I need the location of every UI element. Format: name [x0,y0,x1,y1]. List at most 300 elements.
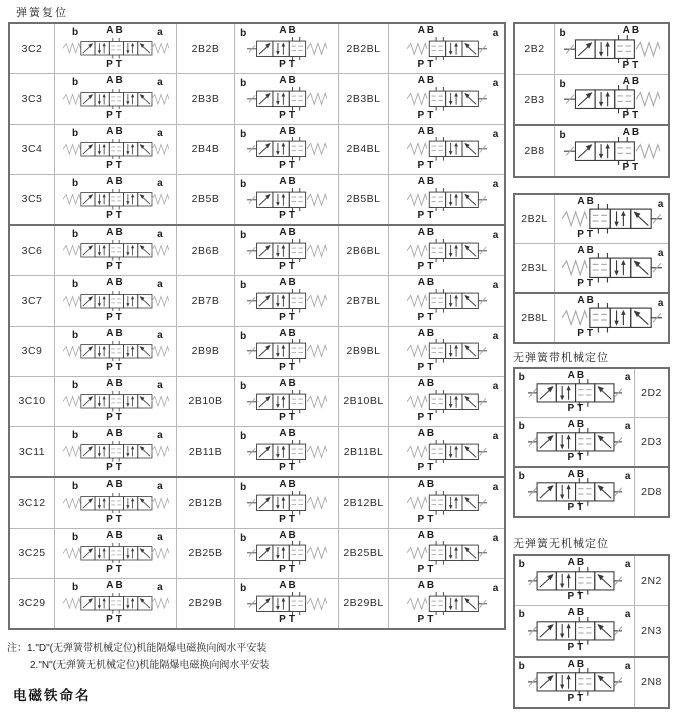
ports-ab-label: AB [106,579,125,591]
ports-pt-label: PT [106,159,125,171]
solenoid-b-label: b [559,130,566,142]
ports-pt-label: PT [417,261,437,273]
ports-pt-label: PT [279,361,298,373]
solenoid-b-label: b [518,471,525,482]
ports-ab-label: AB [279,327,298,339]
ports-ab-label: AB [279,75,298,87]
ports-ab-label: AB [106,227,125,238]
ports-ab-label: AB [567,419,587,430]
ports-ab-label: AB [106,75,125,87]
ports-pt-label: PT [417,159,437,171]
model-2bbl-label: 2B29BL [339,579,389,628]
model-3c-label: 3C5 [10,175,55,224]
ports-ab-label: AB [567,658,587,670]
solenoid-b-label: b [71,27,79,38]
model-2bb-label: 2B11B [177,427,235,476]
ports-ab-label: AB [417,529,437,541]
solenoid-b-label: b [518,421,525,432]
valve-graphic [63,391,169,412]
ports-ab-label: AB [567,469,587,480]
table-row [515,195,668,244]
model-2bbl-label: 2B7BL [339,276,389,325]
solenoid-b-label: b [240,230,247,241]
valve-graphic [407,87,487,111]
solenoid-a-label: a [157,27,163,38]
solenoid-a-label: a [492,230,499,241]
model-3c-label: 3C29 [10,579,55,628]
table-row [515,468,668,516]
valve-graphic [247,37,327,61]
ports-pt-label: PT [622,110,642,122]
valve-symbol-2bb [235,276,338,325]
ports-pt-label: PT [279,261,298,273]
solenoid-a-label: a [492,128,499,140]
model-3c-label: 3C25 [10,529,55,578]
solenoid-b-label: b [240,330,247,342]
solenoid-b-label: b [71,229,79,240]
valve-symbol-3c [55,427,176,476]
valve-symbol-3c [55,74,176,123]
solenoid-a-label: a [492,78,499,90]
ports-ab-label: AB [417,125,437,137]
solenoid-a-label: a [624,559,631,570]
ports-pt-label: PT [417,563,437,575]
solenoid-a-label: a [157,481,163,493]
model-label: 2N3 [641,624,662,637]
ports-ab-label: AB [417,227,437,238]
model-label: 2N8 [641,676,662,689]
ports-ab-label: AB [577,196,596,207]
valve-symbol-double-solenoid [515,468,634,516]
ports-ab-label: AB [279,479,298,491]
ports-ab-label: AB [567,370,587,381]
ports-pt-label: PT [106,513,125,525]
solenoid-b-label: b [240,178,247,190]
valve-graphic [407,390,487,414]
valve-graphic [407,592,487,616]
valve-symbol-2bb [235,427,338,476]
table-row [515,75,668,127]
valve-symbol-2bbl [389,327,504,376]
ports-ab-label: AB [106,25,125,36]
valve-symbol-2bbl [389,125,504,174]
valve-graphic [63,441,169,462]
ports-ab-label: AB [279,25,298,36]
model-2bb-label: 2B10B [177,377,235,426]
ports-ab-label: AB [622,127,642,139]
model-2bb-label: 2B12B [177,478,235,527]
section-title-no-spring-no-detent: 无弹簧无机械定位 [513,538,609,550]
ports-pt-label: PT [279,614,298,625]
valve-graphic [407,188,487,212]
solenoid-a-label: a [157,379,163,391]
model-label: 2B3L [515,244,555,292]
panel-2n-table [513,554,670,709]
solenoid-b-label: b [71,279,79,291]
table-row [515,606,668,657]
solenoid-a-label: a [492,582,499,594]
heading-solenoid-naming: 电磁铁命名 [13,688,91,703]
model-label: 2B8 [515,126,555,176]
model-3c-label: 3C7 [10,276,55,325]
valve-symbol-3c [55,529,176,578]
ports-ab-label: AB [279,277,298,289]
ports-pt-label: PT [417,513,437,525]
valve-symbol-3c [55,226,176,275]
table-row [10,24,504,74]
model-2bbl-label: 2B5BL [339,175,389,224]
valve-symbol-2bbl [389,24,504,73]
solenoid-a-label: a [492,482,499,494]
model-2bb-label: 2B3B [177,74,235,123]
ports-pt-label: PT [567,452,587,463]
valve-graphic [247,440,327,464]
table-row [515,294,668,342]
model-label: 2D8 [641,486,662,498]
model-3c-label: 3C3 [10,74,55,123]
solenoid-a-label: a [492,280,499,292]
ports-ab-label: AB [279,227,298,238]
notes-block [7,640,269,674]
spring-return-valve-table [8,22,506,630]
ports-ab-label: AB [106,277,125,289]
valve-graphic [63,291,169,312]
ports-ab-label: AB [106,529,125,541]
solenoid-a-label: a [657,298,664,309]
ports-ab-label: AB [577,295,596,306]
model-3c-label: 3C2 [10,24,55,73]
ports-pt-label: PT [622,59,642,71]
table-row [10,377,504,427]
valve-graphic [63,139,169,160]
solenoid-b-label: b [559,28,566,39]
valve-symbol-2bb [235,579,338,628]
ports-pt-label: PT [106,311,125,323]
note-2-text: 2."N"(无弹簧无机械定位)机能隔爆电磁换向阀水平安装 [30,660,270,671]
ports-pt-label: PT [417,109,437,121]
valve-symbol-3c [55,125,176,174]
valve-graphic [407,239,487,263]
ports-ab-label: AB [417,579,437,591]
ports-pt-label: PT [279,513,298,525]
table-row [10,529,504,579]
valve-symbol-double-solenoid [515,556,634,605]
valve-graphic [407,289,487,313]
valve-symbol-2bb [235,175,338,224]
ports-ab-label: AB [417,75,437,87]
model-2bb-label: 2B5B [177,175,235,224]
valve-graphic [564,137,660,165]
ports-ab-label: AB [279,175,298,187]
model-label: 2B2L [515,195,555,243]
solenoid-a-label: a [157,229,163,240]
ports-pt-label: PT [279,59,298,71]
model-2bbl-label: 2B6BL [339,226,389,275]
ports-pt-label: PT [106,412,125,423]
table-row [515,418,668,468]
solenoid-a-label: a [492,178,499,190]
model-3c-label: 3C9 [10,327,55,376]
valve-graphic [407,440,487,464]
valve-symbol-2bb [235,327,338,376]
ports-pt-label: PT [106,59,125,71]
model-2bbl-label: 2B25BL [339,529,389,578]
solenoid-a-label: a [624,421,631,432]
valve-graphic [247,239,327,263]
panel-2d-table [513,367,670,518]
solenoid-a-label: a [624,660,631,672]
model-label: 2B8L [515,294,555,342]
solenoid-a-label: a [492,330,499,342]
valve-symbol-2bbl [389,427,504,476]
solenoid-a-label: a [657,248,664,259]
valve-graphic [63,593,169,614]
ports-ab-label: AB [417,428,437,439]
valve-symbol-2b [555,126,668,176]
model-2bb-label: 2B2B [177,24,235,73]
solenoid-b-label: b [518,559,525,570]
ports-pt-label: PT [106,462,125,474]
valve-symbol-3c [55,579,176,628]
table-row [515,556,668,606]
section-title-no-spring-with-detent: 无弹簧带机械定位 [513,352,609,364]
valve-symbol-2bbl [389,276,504,325]
valve-graphic [63,240,169,261]
table-row [10,276,504,326]
model-3c-label: 3C10 [10,377,55,426]
ports-pt-label: PT [567,502,587,513]
panel-2bl-table [513,193,670,344]
valve-symbol-3c [55,175,176,224]
valve-symbol-2bl [555,244,668,292]
valve-symbol-2bb [235,226,338,275]
ports-ab-label: AB [417,277,437,289]
valve-symbol-2bbl [389,529,504,578]
table-row [10,427,504,478]
ports-ab-label: AB [577,245,596,256]
table-row [10,226,504,276]
ports-ab-label: AB [279,125,298,137]
ports-pt-label: PT [417,361,437,373]
solenoid-b-label: b [559,78,566,90]
table-row [10,175,504,226]
ports-pt-label: PT [106,563,125,575]
ports-ab-label: AB [417,479,437,491]
model-3c-label: 3C4 [10,125,55,174]
valve-symbol-2bl [555,195,668,243]
solenoid-a-label: a [157,177,163,189]
section-title-spring-return: 弹簧复位 [16,7,68,19]
ports-ab-label: AB [567,557,587,568]
valve-symbol-2bbl [389,478,504,527]
valve-graphic [247,87,327,111]
table-row [515,126,668,176]
solenoid-b-label: b [518,372,525,383]
solenoid-a-label: a [624,372,631,383]
ports-pt-label: PT [279,311,298,323]
valve-graphic [63,189,169,210]
solenoid-a-label: a [492,431,499,442]
table-row [10,327,504,377]
valve-graphic [63,543,169,564]
valve-graphic [247,592,327,616]
solenoid-b-label: b [240,532,247,544]
valve-symbol-double-solenoid [515,418,634,466]
ports-ab-label: AB [417,377,437,389]
ports-pt-label: PT [417,614,437,625]
solenoid-a-label: a [624,471,631,482]
solenoid-a-label: a [157,127,163,139]
valve-graphic [247,188,327,212]
solenoid-a-label: a [157,279,163,291]
valve-symbol-3c [55,276,176,325]
ports-ab-label: AB [279,428,298,439]
valve-symbol-2bb [235,478,338,527]
ports-pt-label: PT [577,278,597,289]
valve-symbol-3c [55,24,176,73]
solenoid-b-label: b [240,128,247,140]
ports-ab-label: AB [106,479,125,491]
table-row [515,658,668,707]
ports-pt-label: PT [106,361,125,373]
table-row [10,74,504,124]
valve-graphic [407,137,487,161]
ports-pt-label: PT [567,692,587,704]
valve-symbol-2bl [555,294,668,342]
solenoid-a-label: a [157,430,163,441]
valve-symbol-2bb [235,125,338,174]
solenoid-a-label: a [492,380,499,392]
valve-symbol-double-solenoid [515,369,634,417]
valve-symbol-2bbl [389,579,504,628]
solenoid-b-label: b [71,77,79,89]
ports-ab-label: AB [106,175,125,187]
model-2bbl-label: 2B3BL [339,74,389,123]
valve-symbol-2bbl [389,74,504,123]
valve-graphic [407,491,487,515]
ports-ab-label: AB [622,75,642,87]
model-3c-label: 3C6 [10,226,55,275]
table-row [10,579,504,628]
valve-graphic [407,541,487,565]
model-3c-label: 3C11 [10,427,55,476]
ports-pt-label: PT [279,462,298,474]
model-2bb-label: 2B9B [177,327,235,376]
panel-2b-table [513,22,670,178]
solenoid-b-label: b [71,329,79,341]
model-label: 2D3 [641,436,662,448]
ports-pt-label: PT [417,311,437,323]
ports-ab-label: AB [279,529,298,541]
valve-graphic [63,89,169,110]
model-label: 2N2 [641,574,662,587]
solenoid-b-label: b [240,78,247,90]
valve-symbol-2b [555,75,668,125]
ports-pt-label: PT [567,403,587,414]
ports-pt-label: PT [417,462,437,474]
solenoid-a-label: a [492,532,499,544]
table-row [10,478,504,528]
ports-pt-label: PT [577,328,597,339]
valve-graphic [247,289,327,313]
valve-symbol-3c [55,377,176,426]
model-label: 2D2 [641,387,662,399]
model-2bbl-label: 2B9BL [339,327,389,376]
solenoid-a-label: a [657,199,664,210]
model-2bb-label: 2B6B [177,226,235,275]
solenoid-a-label: a [157,329,163,341]
ports-ab-label: AB [279,579,298,591]
model-2bbl-label: 2B11BL [339,427,389,476]
valve-graphic [63,493,169,514]
valve-graphic [63,341,169,362]
solenoid-a-label: a [492,28,499,39]
ports-ab-label: AB [106,377,125,389]
model-2bbl-label: 2B10BL [339,377,389,426]
ports-pt-label: PT [106,210,125,221]
solenoid-b-label: b [71,531,79,543]
valve-graphic [247,137,327,161]
ports-ab-label: AB [106,125,125,137]
valve-graphic [407,37,487,61]
notes-prefix: 注： [7,643,27,654]
solenoid-b-label: b [240,280,247,292]
valve-symbol-2bb [235,24,338,73]
model-2bb-label: 2B4B [177,125,235,174]
solenoid-b-label: b [71,581,79,593]
ports-pt-label: PT [567,641,587,653]
ports-pt-label: PT [106,614,125,625]
ports-pt-label: PT [279,412,298,423]
solenoid-b-label: b [240,380,247,392]
ports-pt-label: PT [106,109,125,121]
solenoid-b-label: b [240,482,247,494]
valve-graphic [63,38,169,59]
solenoid-b-label: b [240,582,247,594]
solenoid-b-label: b [71,177,79,189]
valve-symbol-double-solenoid [515,658,634,707]
solenoid-b-label: b [240,28,247,39]
model-2bbl-label: 2B4BL [339,125,389,174]
note-line-1 [7,640,269,657]
ports-pt-label: PT [279,563,298,575]
valve-symbol-2b [555,24,668,74]
model-label: 2B3 [515,75,555,125]
valve-graphic [247,491,327,515]
ports-ab-label: AB [567,607,587,619]
valve-symbol-2bb [235,529,338,578]
valve-symbol-2bb [235,74,338,123]
table-row [515,24,668,75]
solenoid-b-label: b [71,430,79,441]
ports-pt-label: PT [622,162,642,174]
valve-graphic [564,85,660,113]
valve-symbol-3c [55,327,176,376]
ports-pt-label: PT [417,59,437,71]
ports-ab-label: AB [417,327,437,339]
solenoid-a-label: a [157,531,163,543]
model-3c-label: 3C12 [10,478,55,527]
valve-graphic [247,390,327,414]
table-row [10,125,504,175]
valve-graphic [247,339,327,363]
ports-pt-label: PT [106,261,125,273]
model-2bb-label: 2B25B [177,529,235,578]
ports-pt-label: PT [417,412,437,423]
ports-pt-label: PT [279,109,298,121]
solenoid-b-label: b [71,127,79,139]
valve-graphic [407,339,487,363]
